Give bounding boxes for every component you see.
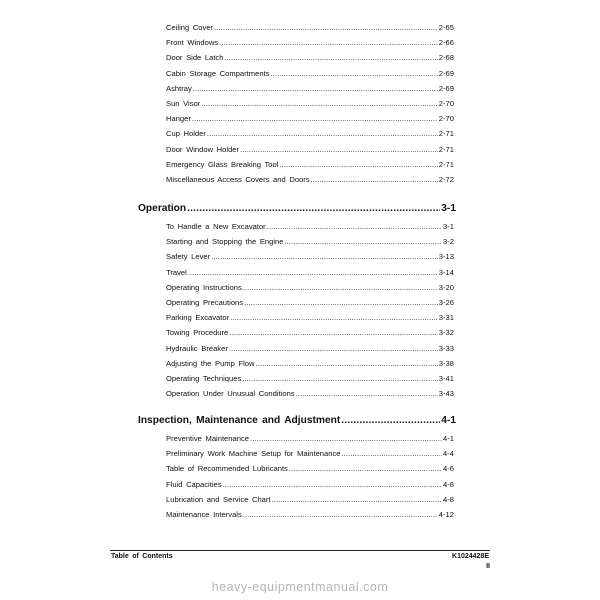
toc-entry-page-number: 2-65 [438, 23, 454, 32]
toc-entry-title: Sun Visor [166, 99, 201, 108]
toc-entry[interactable] [166, 450, 454, 458]
toc-entry[interactable] [166, 100, 454, 108]
dot-leader [244, 299, 438, 307]
toc-entry-title: Maintenance Intervals [166, 510, 242, 519]
toc-entry-page-number: 4-4 [443, 449, 454, 459]
dot-leader [243, 284, 438, 292]
toc-entry[interactable] [166, 314, 454, 322]
toc-entry[interactable] [166, 375, 454, 383]
toc-entry-page-number: 3-20 [438, 282, 454, 292]
toc-entry-page-number: 2-71 [438, 144, 454, 154]
toc-entry-title: Miscellaneous Access Covers and Doors [166, 175, 310, 184]
toc-entry[interactable] [166, 39, 454, 47]
toc-entry[interactable] [166, 115, 454, 123]
toc-entry-page-number: 2-72 [438, 175, 454, 184]
toc-entry[interactable] [166, 465, 454, 473]
footer-divider [110, 550, 490, 551]
toc-entry[interactable] [166, 284, 454, 292]
toc-entry-title: Travel [166, 267, 187, 277]
dot-leader [229, 329, 438, 337]
toc-section-heading[interactable] [138, 416, 456, 426]
toc-entry[interactable] [166, 511, 454, 519]
dot-leader [193, 85, 438, 93]
toc-entry-title: Cabin Storage Compartments [166, 68, 270, 78]
toc-entry[interactable] [166, 238, 454, 246]
toc-entry[interactable] [166, 130, 454, 138]
toc-entry[interactable] [166, 269, 454, 277]
dot-leader [201, 100, 438, 108]
toc-entry-title: Hanger [166, 114, 191, 124]
toc-entry-title: Emergency Glass Breaking Tool [166, 159, 279, 169]
toc-section-heading-page-number: 3-1 [441, 203, 456, 214]
toc-entry-page-number: 3-41 [438, 374, 454, 383]
toc-entry[interactable] [166, 146, 454, 154]
dot-leader [256, 360, 438, 368]
toc-entry-title: Preventive Maintenance [166, 434, 249, 443]
toc-entry[interactable] [166, 360, 454, 368]
footer-page-number: II [486, 563, 490, 570]
footer-section-label: Table of Contents [111, 553, 173, 560]
dot-leader [342, 450, 443, 458]
toc-section-heading[interactable] [138, 204, 456, 214]
toc-entry-title: Front Windows [166, 38, 219, 48]
toc-entry-page-number: 3-2 [443, 237, 454, 247]
dot-leader [250, 435, 442, 443]
toc-entry-page-number: 3-26 [438, 298, 454, 307]
dot-leader [267, 223, 442, 231]
toc-entry[interactable] [166, 54, 454, 62]
toc-entry-page-number: 2-69 [438, 83, 454, 93]
dot-leader [229, 345, 438, 353]
dot-leader [279, 161, 437, 169]
toc-entry-page-number: 3-14 [438, 267, 454, 277]
toc-entry[interactable] [166, 176, 454, 184]
toc-entry-title: Lubrication and Service Chart [166, 494, 271, 504]
toc-entry-title: Door Window Holder [166, 144, 240, 154]
dot-leader [188, 269, 438, 277]
toc-entry-title: To Handle a New Excavator [166, 222, 266, 231]
toc-entry-page-number: 3-31 [438, 313, 454, 323]
dot-leader [311, 176, 438, 184]
toc-entry-title: Towing Procedure [166, 328, 229, 338]
toc-entry[interactable] [166, 299, 454, 307]
toc-entry-page-number: 3-33 [438, 343, 454, 353]
toc-entry-page-number: 4-8 [443, 479, 454, 489]
toc-entry-title: Starting and Stopping the Engine [166, 237, 284, 247]
toc-entry-page-number: 4-12 [438, 510, 454, 519]
dot-leader [243, 511, 438, 519]
dot-leader [242, 375, 438, 383]
toc-entry[interactable] [166, 329, 454, 337]
toc-entry-page-number: 2-70 [438, 99, 454, 108]
toc-entry[interactable] [166, 481, 454, 489]
toc-entry-page-number: 3-38 [438, 358, 454, 368]
toc-entry-title: Ceiling Cover [166, 23, 214, 32]
toc-entry[interactable] [166, 85, 454, 93]
dot-leader [219, 39, 438, 47]
dot-leader [341, 416, 440, 426]
toc-entry-title: Adjusting the Pump Flow [166, 358, 255, 368]
toc-entry[interactable] [166, 253, 454, 261]
toc-entry-page-number: 2-71 [438, 129, 454, 139]
dot-leader [230, 314, 438, 322]
dot-leader [187, 204, 440, 214]
toc-entry[interactable] [166, 223, 454, 231]
toc-entry-title: Ashtray [166, 83, 192, 93]
toc-entry[interactable] [166, 24, 454, 32]
toc-entry-title: Operating Techniques [166, 374, 242, 383]
toc-entry-title: Cup Holder [166, 129, 206, 139]
toc-entry-page-number: 4-6 [443, 464, 454, 474]
dot-leader [289, 465, 442, 473]
dot-leader [272, 496, 442, 504]
toc-entry[interactable] [166, 496, 454, 504]
dot-leader [224, 54, 437, 62]
toc-entry-title: Door Side Latch [166, 53, 224, 63]
toc-entry-page-number: 3-1 [443, 222, 454, 231]
toc-section-heading-title: Inspection, Maintenance and Adjustment [138, 415, 341, 426]
toc-entry-page-number: 2-66 [438, 38, 454, 48]
toc-entry-title: Table of Recommended Lubricants [166, 464, 288, 474]
dot-leader [214, 24, 438, 32]
toc-entry[interactable] [166, 435, 454, 443]
footer-document-number: K1024428E [452, 553, 489, 560]
toc-entry-page-number: 4-1 [443, 434, 454, 443]
toc-entry[interactable] [166, 70, 454, 78]
toc-entry-page-number: 2-71 [438, 159, 454, 169]
toc-section-heading-title: Operation [138, 203, 187, 214]
toc-entry-title: Preliminary Work Machine Setup for Maintenance [166, 449, 341, 459]
toc-entry[interactable] [166, 161, 454, 169]
toc-entry[interactable] [166, 390, 454, 398]
dot-leader [240, 146, 438, 154]
toc-entry-title: Operating Instructions [166, 282, 242, 292]
dot-leader [284, 238, 442, 246]
toc-entry-page-number: 3-43 [438, 389, 454, 399]
dot-leader [296, 390, 438, 398]
toc-entry-title: Safety Lever [166, 252, 211, 262]
toc-entry-page-number: 2-68 [438, 53, 454, 63]
toc-entry-page-number: 4-8 [443, 494, 454, 504]
toc-entry-title: Operating Precautions [166, 298, 244, 307]
dot-leader [192, 115, 438, 123]
watermark: heavy-equipmentmanual.com [211, 580, 389, 594]
toc-entry-title: Hydraulic Breaker [166, 343, 228, 353]
toc-entry-page-number: 3-32 [438, 328, 454, 338]
toc-entry[interactable] [166, 345, 454, 353]
toc-section-heading-page-number: 4-1 [441, 415, 456, 426]
toc-entry-title: Operation Under Unusual Conditions [166, 389, 295, 399]
toc-entry-page-number: 3-13 [438, 252, 454, 262]
dot-leader [211, 253, 438, 261]
toc-entry-page-number: 2-69 [438, 68, 454, 78]
toc-entry-title: Fluid Capacities [166, 479, 222, 489]
dot-leader [207, 130, 438, 138]
toc-entry-page-number: 2-70 [438, 114, 454, 124]
dot-leader [270, 70, 437, 78]
toc-entry-title: Parking Excavator [166, 313, 230, 323]
dot-leader [223, 481, 442, 489]
